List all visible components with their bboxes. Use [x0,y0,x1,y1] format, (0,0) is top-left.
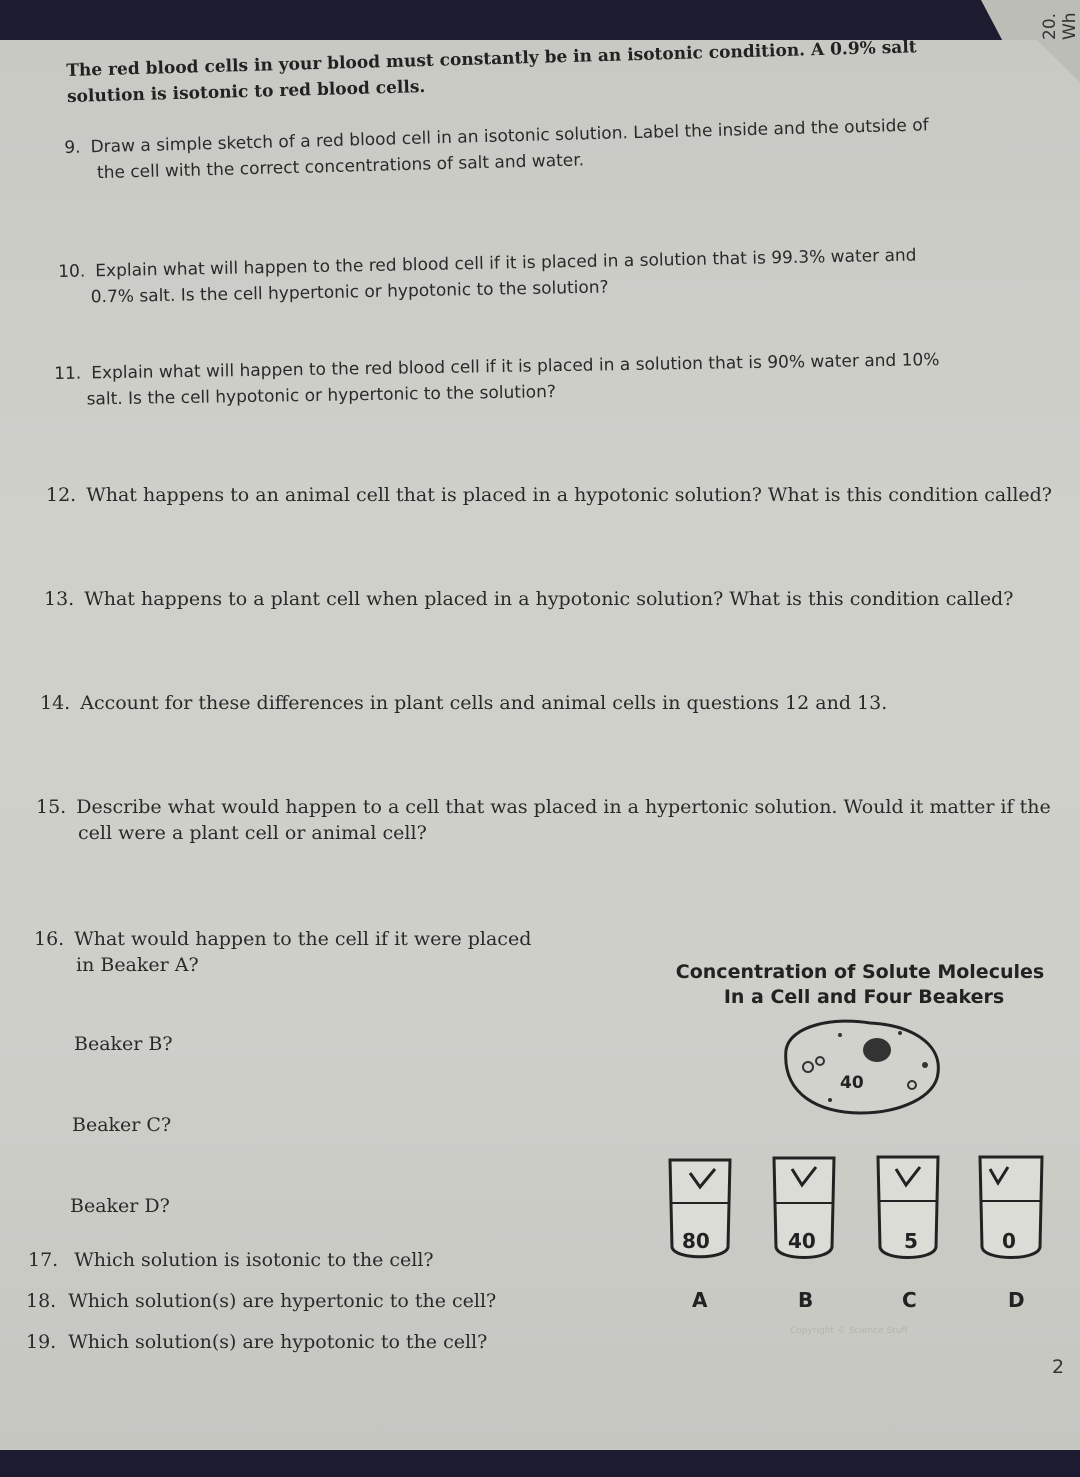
question-text: Which solution is isotonic to the cell? [74,1249,434,1271]
question-number: 9. [64,137,81,158]
question-12 [46,482,1052,508]
question-number: 13. [44,588,75,610]
question-number: 11. [54,363,82,384]
solute-concentration-figure [660,955,1060,1335]
beaker-b [774,1158,834,1312]
question-14 [40,690,887,716]
beaker-d [980,1157,1042,1312]
beaker-c [878,1157,938,1312]
question-number: 15. [36,796,67,818]
intro-line-2: solution is isotonic to red blood cells. [66,76,426,107]
question-text: Which solution(s) are hypotonic to the cell? [68,1331,488,1353]
figure-title-line-1: Concentration of Solute Molecules [675,961,1045,983]
beaker-b-label: B [798,1288,814,1312]
question-text: What happens to an animal cell that is placed in a hypotonic solution? What is this condition called? [86,484,1052,506]
beaker-d-label: D [1008,1288,1025,1312]
question-19 [26,1329,487,1355]
question-text: Describe what would happen to a cell that was placed in a hypertonic solution. Would it matter if the [76,796,1051,818]
question-text: Draw a simple sketch of a red blood cell in an isotonic solution. Label the inside and the outside of [90,115,929,158]
question-number: 16. [34,928,65,950]
cell-drawing [786,1021,939,1113]
question-text: Explain what will happen to the red blood cell if it is placed in a solution that is 90% water and 10% [91,350,940,384]
beaker-d-concentration: 0 [1002,1229,1016,1253]
organelle-icon [828,1098,832,1102]
question-text-continued: 0.7% salt. Is the cell hypertonic or hypotonic to the solution? [90,277,609,308]
question-text-continued: the cell with the correct concentrations of salt and water. [96,150,585,184]
organelle-icon [838,1033,842,1037]
question-text: Which solution(s) are hypertonic to the cell? [68,1290,497,1312]
figure-title-line-2: In a Cell and Four Beakers [723,986,1005,1008]
copyright-notice: Copyright © Science Stuff [790,1326,908,1336]
beaker-a-label: A [692,1288,708,1312]
question-text-continued: in Beaker A? [76,954,199,976]
cell-concentration-value: 40 [840,1073,864,1093]
question-number: 18. [26,1290,57,1312]
question-13 [44,586,1013,612]
figure-drawing [660,955,1060,1335]
question-text-continued: salt. Is the cell hypotonic or hypertonic to the solution? [86,382,557,410]
beaker-d-prompt: Beaker D? [70,1195,170,1217]
next-page-question-number: 20. Wh [1040,12,1080,40]
organelle-icon [922,1062,928,1068]
intro-line-1: The red blood cells in your blood must constantly be in an isotonic condition. A 0.9% salt [66,37,917,81]
beaker-c-label: C [902,1288,917,1312]
question-text: What would happen to the cell if it were placed [74,928,532,950]
question-17 [28,1247,434,1273]
beaker-c-prompt: Beaker C? [72,1114,172,1136]
question-text-continued: cell were a plant cell or animal cell? [78,822,427,844]
question-text: Account for these differences in plant cells and animal cells in questions 12 and 13. [80,692,888,714]
beaker-b-concentration: 40 [788,1229,816,1253]
question-text: Explain what will happen to the red blood cell if it is placed in a solution that is 99.3% water and [95,245,917,282]
question-16 [34,926,531,978]
beaker-a-concentration: 80 [682,1229,710,1253]
question-18 [26,1288,496,1314]
beaker-b-prompt: Beaker B? [74,1033,173,1055]
cell-membrane [786,1021,939,1113]
page-number: 2 [1052,1356,1065,1378]
question-number: 17. [28,1249,59,1271]
question-number: 19. [26,1331,57,1353]
cell-nucleus [863,1038,891,1062]
question-number: 10. [58,261,86,282]
question-number: 14. [40,692,71,714]
question-15 [36,794,1051,846]
beaker-c-concentration: 5 [904,1229,918,1253]
question-text: What happens to a plant cell when placed in a hypotonic solution? What is this condition called? [84,588,1014,610]
question-number: 12. [46,484,77,506]
beaker-a [670,1160,730,1312]
organelle-icon [898,1031,902,1035]
